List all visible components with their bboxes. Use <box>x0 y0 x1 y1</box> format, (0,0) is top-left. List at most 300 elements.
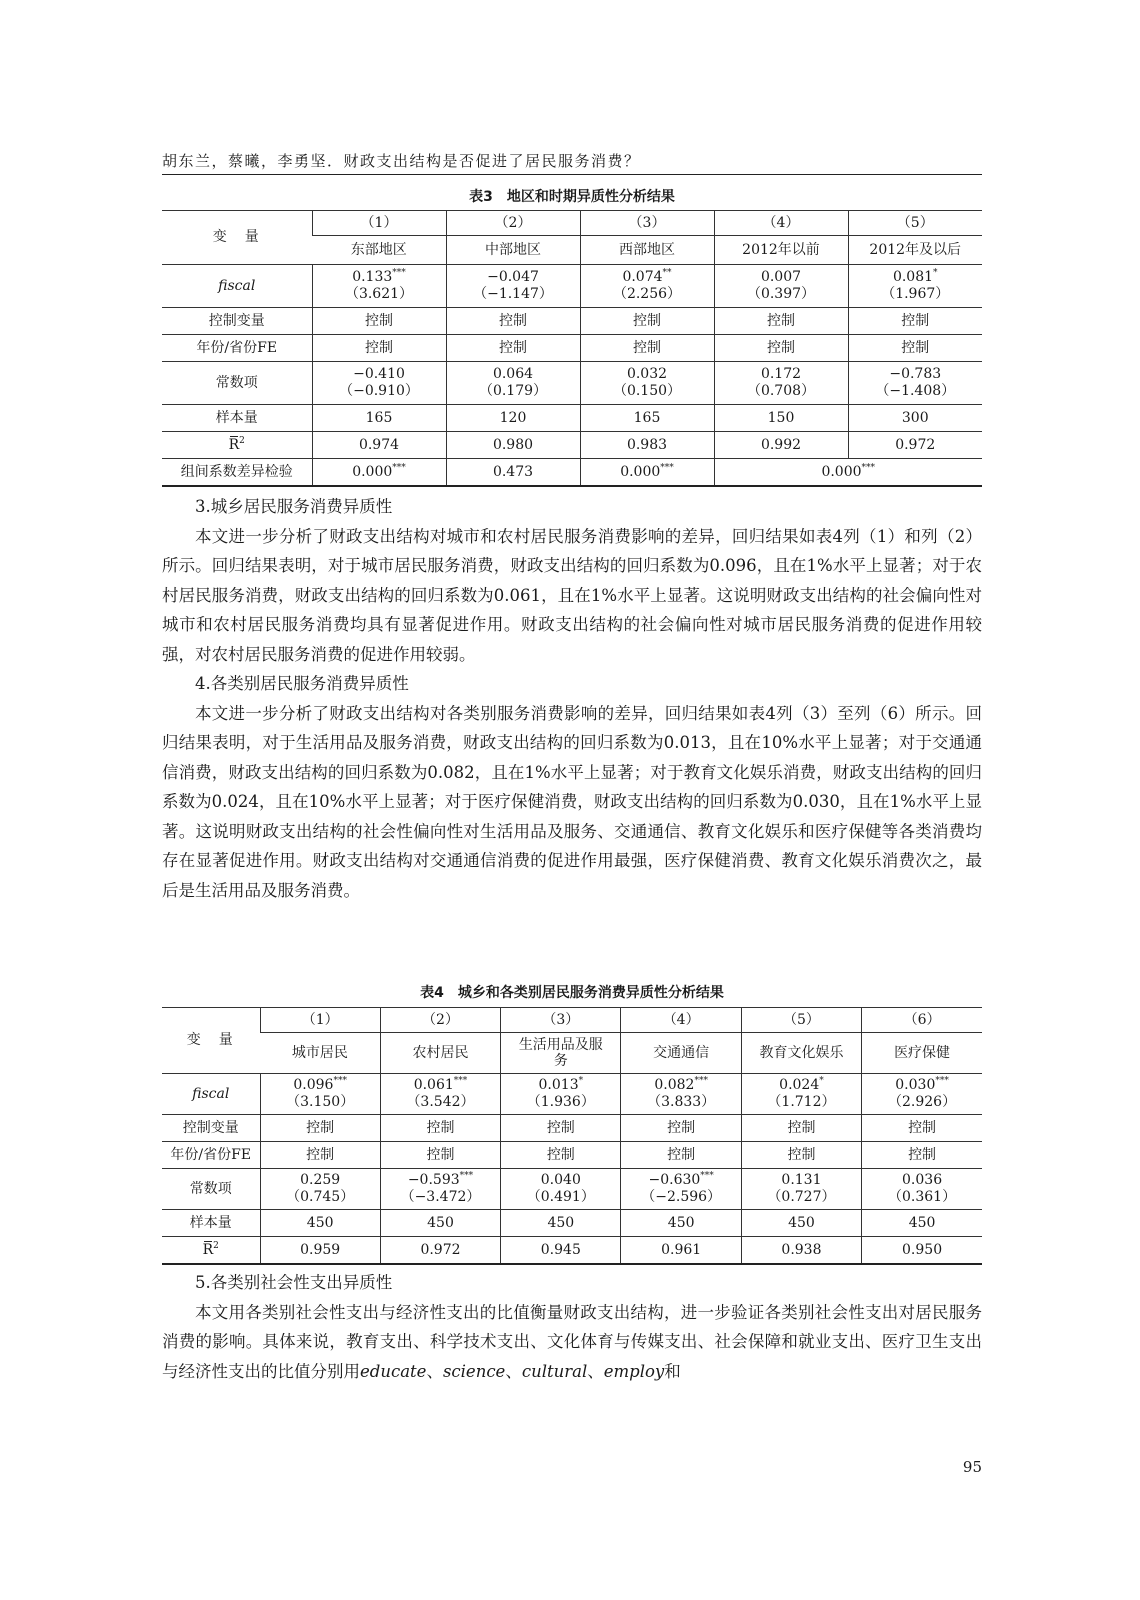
significance-stars: *** <box>700 1171 714 1181</box>
column-number <box>312 211 446 236</box>
fe-cell <box>741 1142 861 1169</box>
column-name-text: 2012年及以后 <box>869 241 962 258</box>
control-value: 控制 <box>908 1119 937 1136</box>
column-number <box>380 1008 500 1033</box>
coef-value: 0.064 <box>492 366 534 382</box>
section5 <box>162 1268 982 1386</box>
n-cell <box>580 405 714 432</box>
fe-cell <box>862 1142 982 1169</box>
coef-value: 0.133 <box>352 269 393 285</box>
control-value: 控制 <box>787 1119 816 1136</box>
page-number: 95 <box>962 1458 982 1476</box>
control-cell <box>848 308 982 335</box>
column-number-text: （4） <box>762 214 800 231</box>
n-cell <box>501 1210 621 1237</box>
fiscal-cell <box>714 265 848 308</box>
r2-value: 0.950 <box>902 1241 943 1258</box>
control-label: 控制变量 <box>208 312 265 329</box>
coef-value: 0.096 <box>293 1077 334 1093</box>
const-cell <box>446 362 580 405</box>
fe-cell <box>312 335 446 362</box>
control-cell <box>714 308 848 335</box>
table4-number: 表4 <box>420 985 444 1001</box>
n-cell <box>741 1210 861 1237</box>
row-label <box>162 1237 260 1265</box>
control-cell <box>312 308 446 335</box>
coef-value: 0.082 <box>654 1077 695 1093</box>
section4-paragraph: 本文进一步分析了财政支出结构对各类别服务消费影响的差异，回归结果如表4列（3）至列（6）所示。回归结果表明，对于生活用品及服务消费，财政支出结构的回归系数为0.013，且在10%水平上显著；对于交通通信消费，财政支出结构的回归系数为0.082，且在1%水平上显著；对于教育文化娱乐消费，财政支出结构的回归系数为0.024，且在10%水平上显著；对于医疗保健消费，财政支出结构的回归系数为0.030，且在1%水平上显著。这说明财政支出结构的社会性偏向性对生活用品及服务、交通通信、教育文化娱乐和医疗保健等各类消费均存在显著促进作用。财政支出结构对交通通信消费的促进作用最强，医疗保健消费、教育文化娱乐消费次之，最后是生活用品及服务消费。 <box>162 703 982 900</box>
n-value: 450 <box>908 1214 936 1231</box>
row-label <box>162 362 312 405</box>
t-stat: （0.397） <box>746 286 816 302</box>
fe-value: 控制 <box>546 1146 575 1163</box>
n-cell <box>312 405 446 432</box>
t-stat: （0.179） <box>478 383 548 399</box>
fiscal-cell <box>446 265 580 308</box>
column-name-text: 生活用品及服务 <box>518 1036 603 1069</box>
fiscal-cell <box>848 265 982 308</box>
row-label <box>162 1210 260 1237</box>
section5-paragraph <box>162 1298 982 1387</box>
significance-stars: *** <box>459 1171 474 1181</box>
t-stat: （−3.472） <box>400 1189 481 1205</box>
column-name-text: 东部地区 <box>350 241 407 258</box>
control-row <box>162 1115 982 1142</box>
column-number-text: （3） <box>542 1011 580 1028</box>
column-name-text: 中部地区 <box>485 241 541 258</box>
fiscal-row <box>162 1074 982 1115</box>
coef-value: −0.783 <box>889 366 942 382</box>
fiscal-cell <box>501 1074 621 1115</box>
fe-cell <box>446 335 580 362</box>
column-number-text: （1） <box>301 1011 339 1028</box>
fe-cell <box>580 335 714 362</box>
fe-value: 控制 <box>499 339 527 356</box>
column-name <box>446 236 580 265</box>
fiscal-cell <box>380 1074 500 1115</box>
table4-title: 城乡和各类别居民服务消费异质性分析结果 <box>457 985 724 1001</box>
t-stat: （0.708） <box>746 383 816 399</box>
coef-value: −0.630 <box>648 1172 701 1188</box>
r2-sup: 2 <box>239 435 245 446</box>
column-number-text: （1） <box>360 214 398 231</box>
control-row <box>162 308 982 335</box>
coef-value: 0.074 <box>622 269 663 285</box>
n-cell <box>714 405 848 432</box>
row-label <box>162 1115 260 1142</box>
r2-value: 0.972 <box>895 436 936 453</box>
column-name <box>380 1033 500 1074</box>
fe-cell <box>260 1142 380 1169</box>
fe-row <box>162 335 982 362</box>
fiscal-label: fiscal <box>192 1085 230 1102</box>
diff-test-row <box>162 459 982 487</box>
coef-value: 0.131 <box>781 1172 822 1188</box>
var-employ: employ <box>603 1361 665 1381</box>
column-number-text: （6） <box>903 1011 941 1028</box>
coef-value: −0.410 <box>353 366 405 382</box>
constant-row <box>162 362 982 405</box>
variable-header <box>162 211 312 265</box>
fiscal-cell <box>580 265 714 308</box>
row-label <box>162 1169 260 1210</box>
control-value: 控制 <box>667 1119 696 1136</box>
fe-value: 控制 <box>426 1146 455 1163</box>
const-cell <box>714 362 848 405</box>
r2-bar <box>204 1241 212 1242</box>
sep: 、 <box>587 1361 604 1381</box>
control-cell <box>446 308 580 335</box>
control-cell <box>862 1115 982 1142</box>
diff-cell <box>580 459 714 487</box>
header-row <box>162 211 982 236</box>
fe-label: 年份/省份FE <box>196 339 278 356</box>
tail: 和 <box>664 1361 681 1381</box>
r2-value: 0.961 <box>661 1241 702 1258</box>
const-cell <box>501 1169 621 1210</box>
control-value: 控制 <box>426 1119 455 1136</box>
column-number <box>621 1008 741 1033</box>
r2-value: 0.974 <box>358 436 400 453</box>
coef-value: 0.024 <box>779 1077 820 1093</box>
fe-cell <box>848 335 982 362</box>
significance-stars: *** <box>392 462 406 473</box>
section5-paragraph-text: 本文用各类别社会性支出与经济性支出的比值衡量财政支出结构，进一步验证各类别社会性支出对居民服务消费的影响。具体来说，教育支出、科学技术支出、文化体育与传媒支出、社会保障和就业支出、医疗卫生支出与经济性支出的比值分别用 <box>162 1302 982 1381</box>
coef-value: 0.007 <box>760 269 802 285</box>
fe-value: 控制 <box>901 339 930 356</box>
column-name <box>312 236 446 265</box>
column-number-text: （2） <box>422 1011 459 1028</box>
r2-letter: R <box>228 436 240 453</box>
r2-row <box>162 1237 982 1265</box>
r2-value: 0.972 <box>420 1241 461 1258</box>
n-cell <box>848 405 982 432</box>
control-cell <box>380 1115 500 1142</box>
control-cell <box>501 1115 621 1142</box>
fiscal-cell <box>260 1074 380 1115</box>
significance-stars: * <box>578 1076 584 1086</box>
t-stat: （0.150） <box>612 383 682 399</box>
n-label: 样本量 <box>215 409 258 426</box>
r2-value: 0.992 <box>760 436 802 453</box>
variable-header-text: 变 量 <box>212 229 261 245</box>
column-name-text: 2012年以前 <box>742 241 820 258</box>
sample-size-row <box>162 405 982 432</box>
t-stat: （−2.596） <box>641 1189 722 1205</box>
header-rule <box>162 174 982 175</box>
table3 <box>162 210 982 487</box>
coef-value: 0.013 <box>538 1077 579 1093</box>
column-number <box>580 211 714 236</box>
t-stat: （−1.147） <box>473 286 553 302</box>
fe-cell <box>380 1142 500 1169</box>
section5-heading: 5.各类别社会性支出异质性 <box>195 1273 393 1292</box>
row-label <box>162 265 312 308</box>
fe-cell <box>501 1142 621 1169</box>
coef-value: −0.593 <box>407 1172 460 1188</box>
r2-value: 0.983 <box>626 436 668 453</box>
r2-value: 0.959 <box>300 1241 341 1258</box>
var-cultural: cultural <box>521 1361 588 1381</box>
table4 <box>162 1007 982 1265</box>
n-cell <box>621 1210 741 1237</box>
coef-value: 0.061 <box>413 1077 454 1093</box>
diff-value: 0.000 <box>821 463 862 480</box>
coef-value: 0.036 <box>902 1172 943 1188</box>
n-value: 120 <box>499 409 527 426</box>
t-stat: （3.833） <box>647 1094 716 1110</box>
n-value: 150 <box>767 409 795 426</box>
control-value: 控制 <box>365 312 393 329</box>
diff-value: 0.000 <box>352 463 393 480</box>
t-stat: （1.936） <box>526 1094 595 1110</box>
table3-title: 地区和时期异质性分析结果 <box>506 189 675 205</box>
diff-cell <box>312 459 446 487</box>
r2-cell <box>621 1237 741 1265</box>
column-number-text: （4） <box>662 1011 700 1028</box>
column-number-text: （5） <box>896 214 934 231</box>
significance-stars: * <box>819 1076 824 1086</box>
r2-cell <box>380 1237 500 1265</box>
const-cell <box>741 1169 861 1210</box>
t-stat: （3.150） <box>286 1094 355 1110</box>
r2-cell <box>446 432 580 459</box>
r2-cell <box>848 432 982 459</box>
coef-value: 0.032 <box>626 366 668 382</box>
row-label <box>162 308 312 335</box>
table3-caption <box>162 186 982 206</box>
t-stat: （0.491） <box>526 1189 595 1205</box>
r2-value: 0.945 <box>540 1241 581 1258</box>
const-cell <box>862 1169 982 1210</box>
const-cell <box>260 1169 380 1210</box>
fiscal-label: fiscal <box>218 277 256 294</box>
significance-stars: * <box>933 268 938 278</box>
n-value: 450 <box>427 1214 454 1231</box>
fiscal-row <box>162 265 982 308</box>
r2-sup: 2 <box>213 1240 219 1251</box>
fiscal-cell <box>862 1074 982 1115</box>
var-educate: educate <box>360 1361 427 1381</box>
significance-stars: ** <box>662 268 672 278</box>
n-label: 样本量 <box>189 1214 232 1231</box>
coef-value: 0.081 <box>892 269 934 285</box>
coef-value: 0.030 <box>895 1077 936 1093</box>
t-stat: （2.256） <box>612 286 682 302</box>
running-head: 胡东兰，蔡曦，李勇坚．财政支出结构是否促进了居民服务消费？ <box>162 152 641 170</box>
column-number <box>848 211 982 236</box>
r2-cell <box>580 432 714 459</box>
header-row <box>162 1008 982 1033</box>
column-name-text: 农村居民 <box>412 1044 469 1061</box>
fe-cell <box>714 335 848 362</box>
r2-cell <box>501 1237 621 1265</box>
row-label <box>162 1142 260 1169</box>
const-cell <box>621 1169 741 1210</box>
fe-value: 控制 <box>667 1146 696 1163</box>
column-number <box>501 1008 621 1033</box>
n-cell <box>446 405 580 432</box>
diff-value: 0.473 <box>492 463 534 480</box>
r2-cell <box>312 432 446 459</box>
fe-label: 年份/省份FE <box>170 1146 252 1163</box>
const-label: 常数项 <box>189 1180 232 1197</box>
significance-stars: *** <box>392 268 406 278</box>
column-name <box>848 236 982 265</box>
control-value: 控制 <box>499 312 527 329</box>
n-value: 450 <box>547 1214 575 1231</box>
header-row <box>162 1033 982 1074</box>
n-value: 300 <box>901 409 929 426</box>
t-stat: （2.926） <box>888 1094 957 1110</box>
const-label: 常数项 <box>215 374 258 391</box>
fe-row <box>162 1142 982 1169</box>
column-number <box>862 1008 982 1033</box>
column-name <box>714 236 848 265</box>
control-cell <box>260 1115 380 1142</box>
fiscal-cell <box>741 1074 861 1115</box>
section4-heading: 4.各类别居民服务消费异质性 <box>195 674 409 693</box>
control-value: 控制 <box>633 312 661 329</box>
fiscal-cell <box>312 265 446 308</box>
control-cell <box>741 1115 861 1142</box>
sep: 、 <box>426 1361 443 1381</box>
control-label: 控制变量 <box>182 1119 239 1136</box>
t-stat: （3.542） <box>406 1094 475 1110</box>
column-name <box>621 1033 741 1074</box>
coef-value: 0.172 <box>760 366 802 382</box>
r2-label <box>203 1242 219 1259</box>
row-label <box>162 432 312 459</box>
table3-number: 表3 <box>469 189 493 205</box>
fe-value: 控制 <box>365 339 393 356</box>
section3-heading: 3.城乡居民服务消费异质性 <box>195 497 393 516</box>
column-name <box>862 1033 982 1074</box>
const-cell <box>580 362 714 405</box>
control-value: 控制 <box>767 312 795 329</box>
fe-value: 控制 <box>767 339 795 356</box>
fe-value: 控制 <box>908 1146 937 1163</box>
t-stat: （0.745） <box>286 1189 355 1205</box>
r2-cell <box>714 432 848 459</box>
column-name <box>501 1033 621 1074</box>
column-name <box>741 1033 861 1074</box>
control-cell <box>580 308 714 335</box>
column-name-text: 城市居民 <box>291 1044 348 1061</box>
significance-stars: *** <box>333 1076 347 1086</box>
t-stat: （3.621） <box>344 286 414 302</box>
r2-value: 0.980 <box>492 436 534 453</box>
r2-row <box>162 432 982 459</box>
diff-cell <box>446 459 580 487</box>
t-stat: （1.967） <box>881 286 950 302</box>
r2-bar <box>230 436 238 437</box>
n-cell <box>380 1210 500 1237</box>
r2-value: 0.938 <box>781 1241 822 1258</box>
t-stat: （−0.910） <box>339 383 419 399</box>
n-value: 165 <box>633 409 661 426</box>
fiscal-cell <box>621 1074 741 1115</box>
diff-cell <box>714 459 982 487</box>
n-value: 165 <box>365 409 393 426</box>
sep: 、 <box>505 1361 522 1381</box>
const-cell <box>380 1169 500 1210</box>
column-number-text: （3） <box>628 214 666 231</box>
table4-caption <box>162 982 982 1002</box>
column-number <box>446 211 580 236</box>
constant-row <box>162 1169 982 1210</box>
t-stat: （1.712） <box>767 1094 836 1110</box>
section3-paragraph: 本文进一步分析了财政支出结构对城市和农村居民服务消费影响的差异，回归结果如表4列（1）和列（2）所示。回归结果表明，对于城市居民服务消费，财政支出结构的回归系数为0.096，且在1%水平上显著；对于农村居民服务消费，财政支出结构的回归系数为0.061，且在1%水平上显著。这说明财政支出结构的社会偏向性对城市和农村居民服务消费均具有显著促进作用。财政支出结构的社会偏向性对城市居民服务消费的促进作用较强，对农村居民服务消费的促进作用较弱。 <box>162 526 982 664</box>
var-science: science <box>442 1361 506 1381</box>
const-cell <box>312 362 446 405</box>
row-label <box>162 405 312 432</box>
t-stat: （−1.408） <box>875 383 956 399</box>
column-number-text: （2） <box>494 214 532 231</box>
r2-label <box>229 437 245 454</box>
sample-size-row <box>162 1210 982 1237</box>
n-value: 450 <box>667 1214 695 1231</box>
fe-value: 控制 <box>633 339 661 356</box>
coef-value: 0.040 <box>540 1172 581 1188</box>
diff-label: 组间系数差异检验 <box>180 463 293 480</box>
column-name-text: 交通通信 <box>653 1044 710 1061</box>
column-name-text: 西部地区 <box>619 241 675 258</box>
column-name <box>580 236 714 265</box>
row-label <box>162 459 312 487</box>
variable-header <box>162 1008 260 1074</box>
control-cell <box>621 1115 741 1142</box>
n-value: 450 <box>306 1214 334 1231</box>
n-cell <box>862 1210 982 1237</box>
r2-cell <box>741 1237 861 1265</box>
diff-value: 0.000 <box>620 463 661 480</box>
column-name-text: 教育文化娱乐 <box>759 1044 844 1061</box>
n-value: 450 <box>788 1214 815 1231</box>
variable-header-text: 变 量 <box>186 1032 235 1048</box>
r2-letter: R <box>202 1241 214 1258</box>
control-value: 控制 <box>901 312 930 329</box>
column-number <box>714 211 848 236</box>
r2-cell <box>260 1237 380 1265</box>
control-value: 控制 <box>546 1119 575 1136</box>
fe-value: 控制 <box>306 1146 335 1163</box>
column-number <box>741 1008 861 1033</box>
column-name <box>260 1033 380 1074</box>
significance-stars: *** <box>935 1076 949 1086</box>
significance-stars: *** <box>453 1076 468 1086</box>
row-label <box>162 1074 260 1115</box>
coef-value: 0.259 <box>300 1172 341 1188</box>
section3 <box>162 492 982 905</box>
row-label <box>162 335 312 362</box>
r2-cell <box>862 1237 982 1265</box>
significance-stars: *** <box>694 1076 708 1086</box>
fe-value: 控制 <box>787 1146 816 1163</box>
t-stat: （0.361） <box>888 1189 957 1205</box>
control-value: 控制 <box>306 1119 335 1136</box>
fe-cell <box>621 1142 741 1169</box>
n-cell <box>260 1210 380 1237</box>
const-cell <box>848 362 982 405</box>
significance-stars: *** <box>861 462 876 473</box>
coef-value: −0.047 <box>487 269 539 285</box>
column-number <box>260 1008 380 1033</box>
significance-stars: *** <box>660 462 674 473</box>
column-number-text: （5） <box>783 1011 820 1028</box>
column-name-text: 医疗保健 <box>894 1044 951 1061</box>
t-stat: （0.727） <box>767 1189 836 1205</box>
